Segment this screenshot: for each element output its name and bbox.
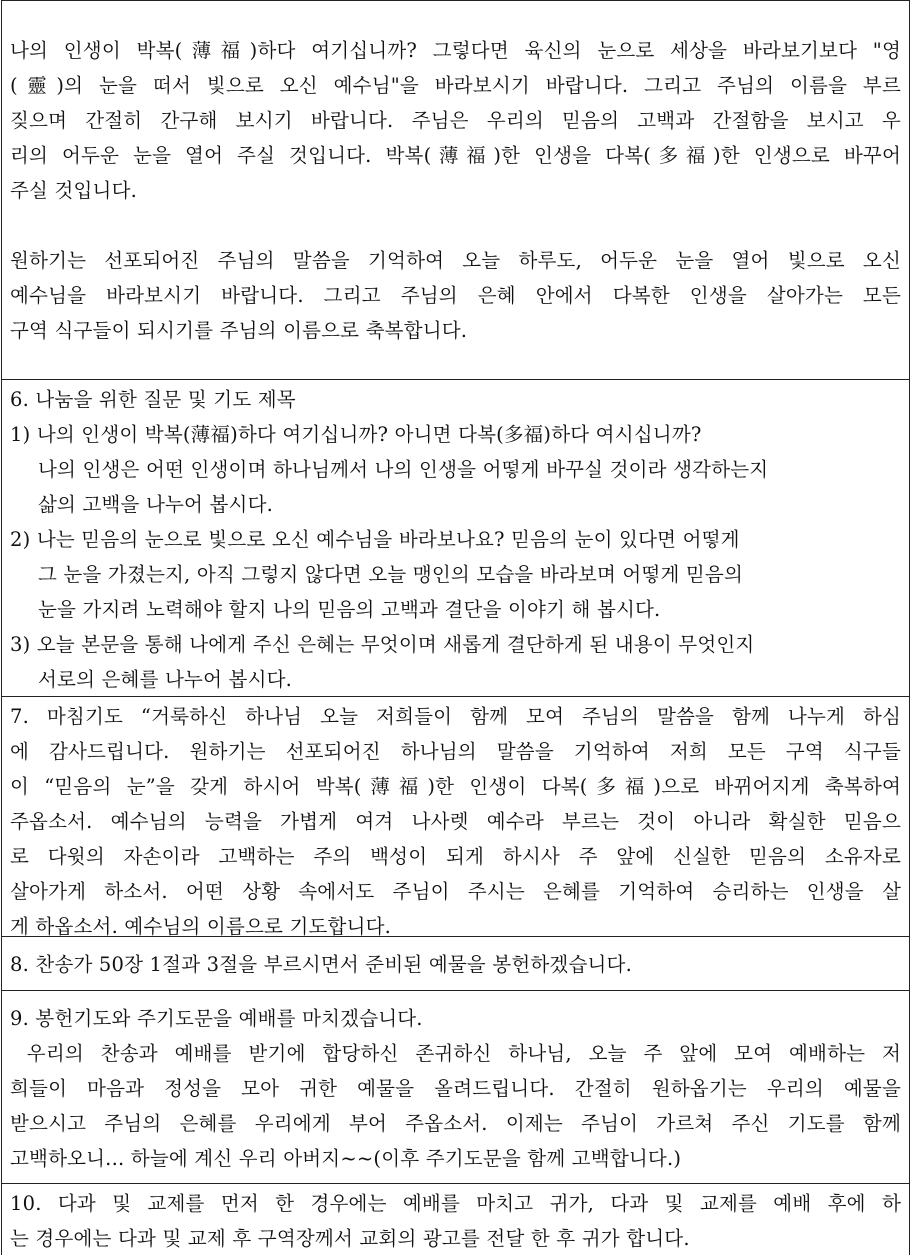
document-page (1, 0, 910, 1255)
closing-prayer-line: 게 하옵소서. 예수님의 이름으로 기도합니다. (10, 915, 392, 938)
intro-paragraph2-line: 원하기는 선포되어진 주님의 말씀을 기억하여 오늘 하루도, 어두운 눈을 열어 빛으로 오신 (10, 249, 901, 272)
offering-prayer-line: 희들이 마음과 정성을 모아 귀한 예물을 올려드립니다. 간절히 원하옵기는 우리의 예물을 (10, 1077, 901, 1100)
intro-section (2, 1, 909, 380)
question-2-line: 눈을 가지려 노력해야 할지 나의 믿음의 고백과 결단을 이야기 해 봅시다. (38, 598, 661, 621)
section-9-offering-prayer (2, 991, 909, 1184)
question-1-line: 나의 인생은 어떤 인생이며 하나님께서 나의 인생을 어떻게 바꾸실 것이라 생각하는지 (38, 458, 769, 481)
closing-prayer-line: 7. 마침기도 “거룩하신 하나님 오늘 저희들이 함께 모여 주님의 말씀을 함께 나누게 하심 (10, 705, 901, 728)
section-6-questions (2, 380, 909, 697)
fellowship-line: 10. 다과 및 교제를 먼저 한 경우에는 예배를 마치고 귀가, 다과 및 교제를 예배 후에 하 (10, 1192, 901, 1215)
fellowship-line: 는 경우에는 다과 및 교제 후 구역장께서 교회의 광고를 전달 한 후 귀가 합니다. (10, 1227, 690, 1250)
question-1-line: 1) 나의 인생이 박복(薄福)하다 여기십니까? 아니면 다복(多福)하다 여시십니까? (10, 423, 702, 446)
blank-line (10, 208, 901, 243)
question-1-line: 삶의 고백을 나누어 봅시다. (38, 493, 274, 516)
intro-paragraph2-line: 구역 식구들이 되시기를 주님의 이름으로 축복합니다. (10, 319, 468, 342)
offering-prayer-line: 고백하오니... 하늘에 계신 우리 아버지~~(이후 주기도문을 함께 고백합니다.) (10, 1147, 682, 1170)
question-2-line: 2) 나는 믿음의 눈으로 빛으로 오신 예수님을 바라보나요? 믿음의 눈이 있다면 어떻게 (10, 528, 740, 551)
section-7-closing-prayer (2, 697, 909, 937)
offering-prayer-line: 우리의 찬송과 예배를 받기에 합당하신 존귀하신 하나님, 오늘 주 앞에 모여 예배하는 저 (10, 1042, 901, 1065)
intro-paragraph1-line: 짖으며 간절히 간구해 보시기 바랍니다. 주님은 우리의 믿음의 고백과 간절함을 보시고 우 (10, 109, 901, 132)
intro-paragraph1-line: (靈)의 눈을 떠서 빛으로 오신 예수님"을 바라보시기 바랍니다. 그리고 주님의 이름을 부르 (10, 74, 901, 97)
offering-prayer-line: 받으시고 주님의 은혜를 우리에게 부어 주옵소서. 이제는 주님이 가르쳐 주신 기도를 함께 (10, 1112, 901, 1135)
intro-paragraph1-line: 리의 어두운 눈을 열어 주실 것입니다. 박복(薄福)한 인생을 다복(多福)한 인생으로 바꾸어 (10, 144, 901, 167)
section-9-title: 9. 봉헌기도와 주기도문을 예배를 마치겠습니다. (10, 1007, 423, 1030)
intro-paragraph2-line: 예수님을 바라보시기 바랍니다. 그리고 주님의 은혜 안에서 다복한 인생을 살아가는 모든 (10, 284, 901, 307)
question-3-line: 3) 오늘 본문을 통해 나에게 주신 은혜는 무엇이며 새롭게 결단하게 된 내용이 무엇인지 (10, 633, 755, 656)
question-3-line: 서로의 은혜를 나누어 봅시다. (38, 668, 293, 691)
intro-paragraph1-line: 나의 인생이 박복(薄福)하다 여기십니까? 그렇다면 육신의 눈으로 세상을 바라보기보다 "영 (10, 39, 901, 62)
question-2-line: 그 눈을 가졌는지, 아직 그렇지 않다면 오늘 맹인의 모습을 바라보며 어떻게 믿음의 (38, 563, 744, 586)
closing-prayer-line: 에 감사드립니다. 원하기는 선포되어진 하나님의 말씀을 기억하여 저희 모든 구역 식구들 (10, 740, 901, 763)
closing-prayer-line: 주옵소서. 예수님의 능력을 가볍게 여겨 나사렛 예수라 부르는 것이 아니라 확실한 믿음으 (10, 810, 901, 833)
section-6-title: 6. 나눔을 위한 질문 및 기도 제목 (10, 388, 296, 411)
hymn-line: 8. 찬송가 50장 1절과 3절을 부르시면서 준비된 예물을 봉헌하겠습니다. (10, 953, 632, 976)
section-8-hymn (2, 937, 909, 991)
section-10-fellowship (2, 1184, 909, 1255)
closing-prayer-line: 이 “믿음의 눈”을 갖게 하시어 박복(薄福)한 인생이 다복(多福)으로 바뀌어지게 축복하여 (10, 775, 901, 798)
closing-prayer-line: 로 다윗의 자손이라 고백하는 주의 백성이 되게 하시사 주 앞에 신실한 믿음의 소유자로 (10, 845, 901, 868)
intro-paragraph1-line: 주실 것입니다. (10, 179, 138, 202)
closing-prayer-line: 살아가게 하소서. 어떤 상황 속에서도 주님이 주시는 은혜를 기억하여 승리하는 인생을 살 (10, 880, 901, 903)
